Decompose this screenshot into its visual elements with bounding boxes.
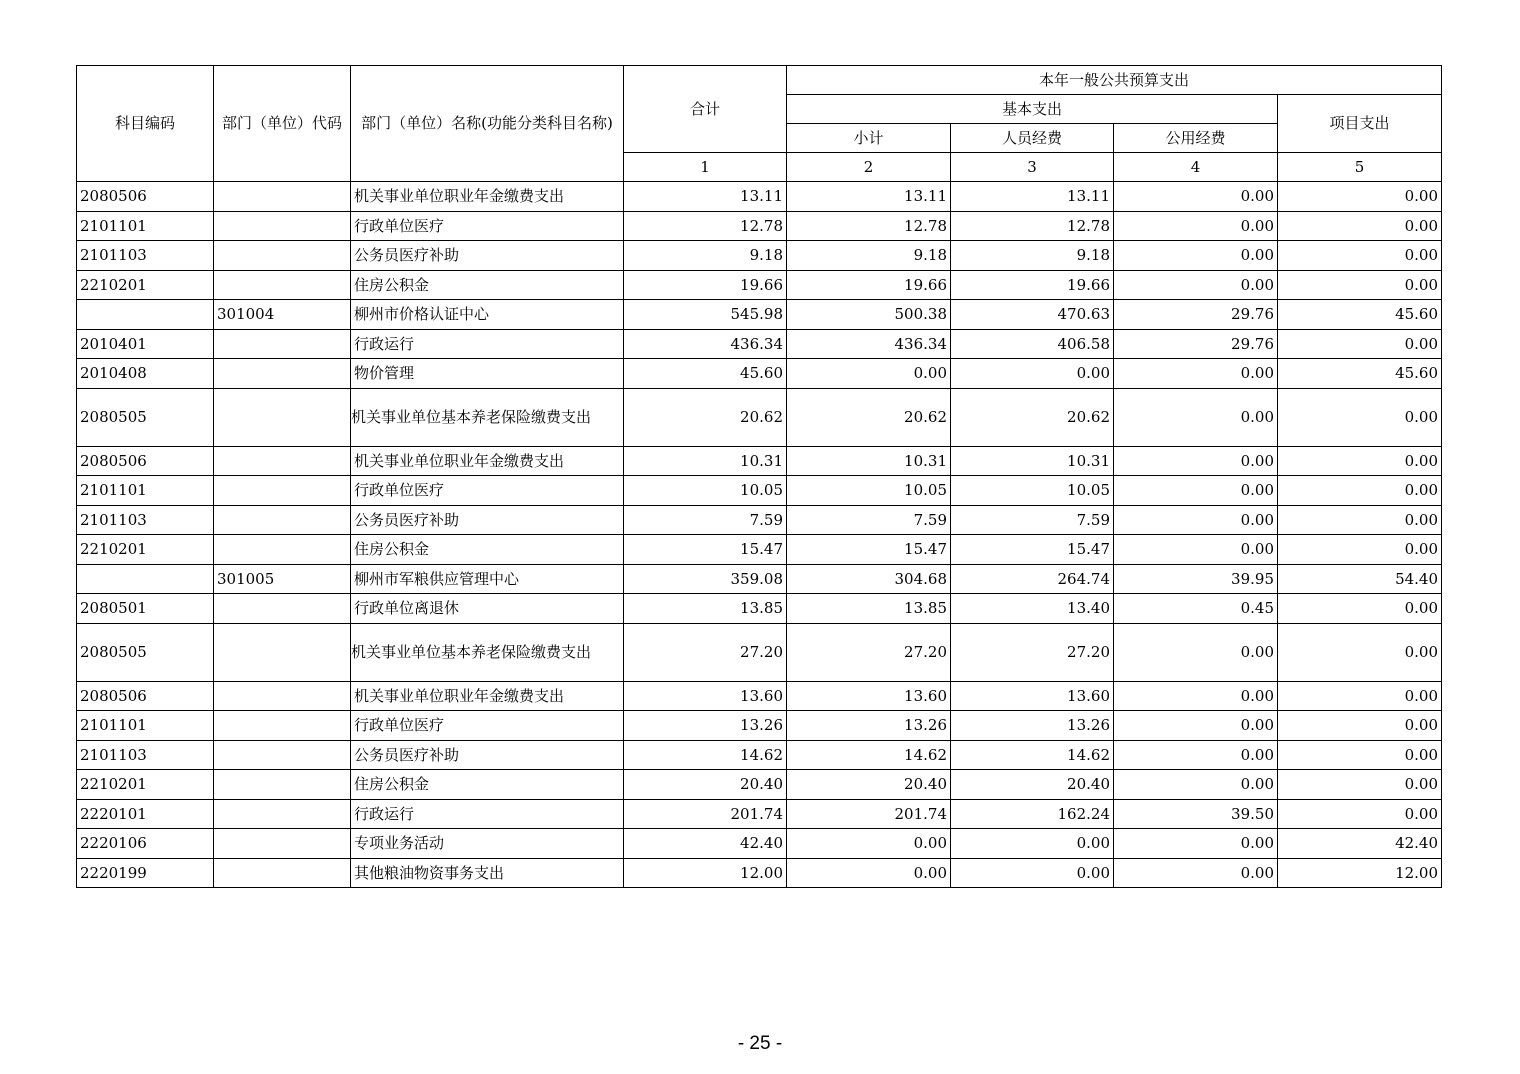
cell-total: 14.62 <box>624 740 787 770</box>
header-group: 本年一般公共预算支出 <box>787 66 1442 95</box>
cell-total: 12.78 <box>624 211 787 241</box>
cell-total: 20.40 <box>624 770 787 800</box>
table-row <box>77 241 1442 271</box>
cell-subtotal: 0.00 <box>787 359 951 389</box>
cell-dept-code <box>214 446 351 476</box>
cell-dept-name: 行政单位医疗 <box>351 476 624 506</box>
cell-dept-name: 住房公积金 <box>351 770 624 800</box>
page-number: - 25 - <box>737 1033 783 1054</box>
cell-dept-name: 公务员医疗补助 <box>351 241 624 271</box>
cell-project: 0.00 <box>1278 211 1442 241</box>
cell-total: 19.66 <box>624 270 787 300</box>
cell-project: 0.00 <box>1278 476 1442 506</box>
cell-dept-name: 物价管理 <box>351 359 624 389</box>
header-col-num-1: 1 <box>624 153 787 182</box>
cell-subtotal: 13.60 <box>787 681 951 711</box>
cell-public-use: 0.00 <box>1114 505 1278 535</box>
cell-dept-code <box>214 359 351 389</box>
cell-dept-name: 机关事业单位基本养老保险缴费支出 <box>351 388 624 446</box>
cell-public-use: 29.76 <box>1114 300 1278 330</box>
cell-project: 54.40 <box>1278 564 1442 594</box>
cell-project: 0.00 <box>1278 329 1442 359</box>
budget-table <box>76 65 1442 888</box>
cell-dept-code <box>214 329 351 359</box>
cell-subject-code: 2080505 <box>77 388 214 446</box>
cell-subtotal: 201.74 <box>787 799 951 829</box>
cell-personnel: 20.62 <box>951 388 1114 446</box>
table-row <box>77 858 1442 888</box>
cell-personnel: 470.63 <box>951 300 1114 330</box>
cell-total: 27.20 <box>624 623 787 681</box>
cell-public-use: 0.00 <box>1114 740 1278 770</box>
cell-dept-code <box>214 711 351 741</box>
header-total: 合计 <box>624 66 787 153</box>
cell-dept-name: 柳州市军粮供应管理中心 <box>351 564 624 594</box>
cell-dept-name: 行政运行 <box>351 329 624 359</box>
cell-personnel: 0.00 <box>951 858 1114 888</box>
table-row <box>77 476 1442 506</box>
cell-subject-code <box>77 300 214 330</box>
cell-project: 0.00 <box>1278 535 1442 565</box>
cell-subject-code <box>77 564 214 594</box>
cell-project: 0.00 <box>1278 505 1442 535</box>
table-body <box>77 182 1442 888</box>
cell-public-use: 39.50 <box>1114 799 1278 829</box>
table-row <box>77 623 1442 681</box>
table-row <box>77 535 1442 565</box>
cell-subtotal: 14.62 <box>787 740 951 770</box>
cell-total: 201.74 <box>624 799 787 829</box>
cell-project: 42.40 <box>1278 829 1442 859</box>
cell-subject-code: 2101103 <box>77 241 214 271</box>
cell-total: 42.40 <box>624 829 787 859</box>
cell-dept-code <box>214 535 351 565</box>
cell-personnel: 13.11 <box>951 182 1114 212</box>
cell-personnel: 10.31 <box>951 446 1114 476</box>
table-row <box>77 681 1442 711</box>
cell-subject-code: 2220106 <box>77 829 214 859</box>
cell-subtotal: 13.26 <box>787 711 951 741</box>
cell-dept-code <box>214 594 351 624</box>
cell-dept-code: 301005 <box>214 564 351 594</box>
cell-total: 13.11 <box>624 182 787 212</box>
table-row <box>77 300 1442 330</box>
cell-dept-name: 住房公积金 <box>351 535 624 565</box>
cell-subject-code: 2010408 <box>77 359 214 389</box>
cell-total: 13.60 <box>624 681 787 711</box>
cell-public-use: 0.00 <box>1114 623 1278 681</box>
cell-total: 13.85 <box>624 594 787 624</box>
table-header <box>77 66 1442 182</box>
table-row <box>77 388 1442 446</box>
table-row <box>77 740 1442 770</box>
cell-subject-code: 2080506 <box>77 182 214 212</box>
cell-personnel: 10.05 <box>951 476 1114 506</box>
cell-personnel: 20.40 <box>951 770 1114 800</box>
cell-public-use: 0.00 <box>1114 829 1278 859</box>
cell-personnel: 13.26 <box>951 711 1114 741</box>
cell-project: 0.00 <box>1278 799 1442 829</box>
cell-dept-name: 机关事业单位职业年金缴费支出 <box>351 446 624 476</box>
cell-project: 0.00 <box>1278 270 1442 300</box>
cell-dept-name: 公务员医疗补助 <box>351 740 624 770</box>
cell-project: 45.60 <box>1278 300 1442 330</box>
cell-public-use: 0.00 <box>1114 270 1278 300</box>
table-row <box>77 799 1442 829</box>
cell-public-use: 29.76 <box>1114 329 1278 359</box>
cell-subtotal: 13.85 <box>787 594 951 624</box>
cell-subject-code: 2101103 <box>77 740 214 770</box>
header-personnel: 人员经费 <box>951 124 1114 153</box>
cell-subject-code: 2080501 <box>77 594 214 624</box>
cell-project: 0.00 <box>1278 388 1442 446</box>
cell-subject-code: 2101101 <box>77 476 214 506</box>
header-basic: 基本支出 <box>787 95 1278 124</box>
cell-subject-code: 2080506 <box>77 681 214 711</box>
cell-subtotal: 304.68 <box>787 564 951 594</box>
cell-subtotal: 10.05 <box>787 476 951 506</box>
cell-subject-code: 2210201 <box>77 770 214 800</box>
header-dept-name: 部门（单位）名称(功能分类科目名称) <box>351 66 624 182</box>
cell-dept-name: 行政单位离退休 <box>351 594 624 624</box>
header-col-num-3: 3 <box>951 153 1114 182</box>
cell-personnel: 14.62 <box>951 740 1114 770</box>
cell-subtotal: 0.00 <box>787 858 951 888</box>
cell-public-use: 0.00 <box>1114 359 1278 389</box>
cell-project: 0.00 <box>1278 182 1442 212</box>
cell-subtotal: 436.34 <box>787 329 951 359</box>
cell-dept-name: 其他粮油物资事务支出 <box>351 858 624 888</box>
cell-dept-code <box>214 241 351 271</box>
cell-public-use: 0.00 <box>1114 476 1278 506</box>
cell-project: 0.00 <box>1278 681 1442 711</box>
cell-public-use: 0.00 <box>1114 535 1278 565</box>
cell-subtotal: 500.38 <box>787 300 951 330</box>
cell-subject-code: 2080506 <box>77 446 214 476</box>
cell-subtotal: 0.00 <box>787 829 951 859</box>
cell-total: 20.62 <box>624 388 787 446</box>
cell-total: 13.26 <box>624 711 787 741</box>
table-row <box>77 211 1442 241</box>
table-row <box>77 505 1442 535</box>
cell-total: 7.59 <box>624 505 787 535</box>
table-row <box>77 359 1442 389</box>
cell-public-use: 0.00 <box>1114 211 1278 241</box>
cell-total: 45.60 <box>624 359 787 389</box>
cell-project: 0.00 <box>1278 770 1442 800</box>
cell-personnel: 15.47 <box>951 535 1114 565</box>
header-project: 项目支出 <box>1278 95 1442 153</box>
table-row <box>77 564 1442 594</box>
cell-public-use: 0.00 <box>1114 241 1278 271</box>
cell-public-use: 0.00 <box>1114 770 1278 800</box>
header-col-num-2: 2 <box>787 153 951 182</box>
cell-dept-name: 行政单位医疗 <box>351 211 624 241</box>
cell-subject-code: 2101101 <box>77 211 214 241</box>
cell-subtotal: 15.47 <box>787 535 951 565</box>
header-dept-code: 部门（单位）代码 <box>214 66 351 182</box>
cell-dept-code <box>214 740 351 770</box>
cell-dept-code <box>214 681 351 711</box>
cell-dept-code <box>214 799 351 829</box>
cell-personnel: 9.18 <box>951 241 1114 271</box>
header-col-num-5: 5 <box>1278 153 1442 182</box>
cell-personnel: 19.66 <box>951 270 1114 300</box>
cell-dept-name: 住房公积金 <box>351 270 624 300</box>
cell-dept-name: 行政运行 <box>351 799 624 829</box>
header-subtotal: 小计 <box>787 124 951 153</box>
cell-dept-code <box>214 182 351 212</box>
table-row <box>77 829 1442 859</box>
cell-personnel: 0.00 <box>951 359 1114 389</box>
cell-total: 436.34 <box>624 329 787 359</box>
header-col-num-4: 4 <box>1114 153 1278 182</box>
cell-public-use: 0.00 <box>1114 858 1278 888</box>
cell-public-use: 0.00 <box>1114 711 1278 741</box>
cell-total: 10.05 <box>624 476 787 506</box>
cell-personnel: 12.78 <box>951 211 1114 241</box>
cell-dept-name: 专项业务活动 <box>351 829 624 859</box>
cell-subtotal: 20.62 <box>787 388 951 446</box>
cell-subtotal: 27.20 <box>787 623 951 681</box>
table-row <box>77 329 1442 359</box>
cell-public-use: 0.00 <box>1114 182 1278 212</box>
cell-public-use: 0.00 <box>1114 388 1278 446</box>
cell-subject-code: 2220199 <box>77 858 214 888</box>
table-row <box>77 711 1442 741</box>
cell-personnel: 13.40 <box>951 594 1114 624</box>
cell-subtotal: 9.18 <box>787 241 951 271</box>
cell-subtotal: 7.59 <box>787 505 951 535</box>
cell-dept-name: 机关事业单位职业年金缴费支出 <box>351 681 624 711</box>
header-public-use: 公用经费 <box>1114 124 1278 153</box>
table-row <box>77 270 1442 300</box>
cell-project: 12.00 <box>1278 858 1442 888</box>
cell-public-use: 0.45 <box>1114 594 1278 624</box>
cell-dept-code <box>214 388 351 446</box>
cell-project: 0.00 <box>1278 241 1442 271</box>
cell-total: 545.98 <box>624 300 787 330</box>
cell-total: 15.47 <box>624 535 787 565</box>
cell-project: 0.00 <box>1278 740 1442 770</box>
cell-personnel: 7.59 <box>951 505 1114 535</box>
cell-subject-code: 2101103 <box>77 505 214 535</box>
cell-dept-code <box>214 476 351 506</box>
cell-project: 0.00 <box>1278 594 1442 624</box>
cell-total: 359.08 <box>624 564 787 594</box>
cell-public-use: 0.00 <box>1114 446 1278 476</box>
cell-personnel: 13.60 <box>951 681 1114 711</box>
table-row <box>77 182 1442 212</box>
cell-subject-code: 2010401 <box>77 329 214 359</box>
cell-dept-code <box>214 829 351 859</box>
cell-dept-code <box>214 858 351 888</box>
cell-total: 9.18 <box>624 241 787 271</box>
cell-personnel: 406.58 <box>951 329 1114 359</box>
header-subject-code: 科目编码 <box>77 66 214 182</box>
cell-total: 10.31 <box>624 446 787 476</box>
cell-subtotal: 19.66 <box>787 270 951 300</box>
table-row <box>77 446 1442 476</box>
cell-personnel: 162.24 <box>951 799 1114 829</box>
cell-subtotal: 20.40 <box>787 770 951 800</box>
cell-dept-code <box>214 770 351 800</box>
cell-dept-name: 柳州市价格认证中心 <box>351 300 624 330</box>
table-row <box>77 594 1442 624</box>
cell-subtotal: 13.11 <box>787 182 951 212</box>
cell-dept-name: 机关事业单位职业年金缴费支出 <box>351 182 624 212</box>
cell-subject-code: 2210201 <box>77 535 214 565</box>
cell-subtotal: 12.78 <box>787 211 951 241</box>
cell-project: 0.00 <box>1278 446 1442 476</box>
cell-dept-code <box>214 623 351 681</box>
cell-dept-name: 公务员医疗补助 <box>351 505 624 535</box>
table-row <box>77 770 1442 800</box>
cell-project: 0.00 <box>1278 711 1442 741</box>
cell-dept-code <box>214 270 351 300</box>
cell-subject-code: 2080505 <box>77 623 214 681</box>
cell-dept-code <box>214 505 351 535</box>
cell-dept-name: 机关事业单位基本养老保险缴费支出 <box>351 623 624 681</box>
cell-dept-name: 行政单位医疗 <box>351 711 624 741</box>
cell-project: 0.00 <box>1278 623 1442 681</box>
cell-subject-code: 2220101 <box>77 799 214 829</box>
cell-dept-code <box>214 211 351 241</box>
cell-dept-code: 301004 <box>214 300 351 330</box>
cell-public-use: 39.95 <box>1114 564 1278 594</box>
cell-project: 45.60 <box>1278 359 1442 389</box>
cell-personnel: 0.00 <box>951 829 1114 859</box>
cell-total: 12.00 <box>624 858 787 888</box>
cell-personnel: 264.74 <box>951 564 1114 594</box>
cell-subject-code: 2210201 <box>77 270 214 300</box>
cell-personnel: 27.20 <box>951 623 1114 681</box>
cell-subtotal: 10.31 <box>787 446 951 476</box>
cell-public-use: 0.00 <box>1114 681 1278 711</box>
cell-subject-code: 2101101 <box>77 711 214 741</box>
